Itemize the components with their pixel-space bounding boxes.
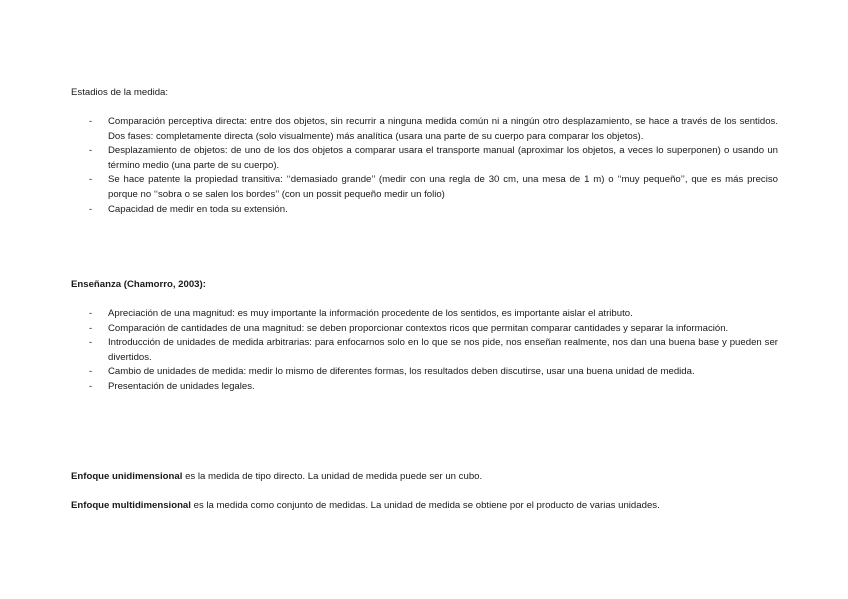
bullet-dash: - [89,145,93,157]
paragraph-multidimensional [71,499,778,514]
term-unidimensional: Enfoque unidimensional [71,471,183,482]
bullet-dash: - [89,308,93,319]
bullet-dash: - [89,337,93,349]
list-item-text: Presentación de unidades legales. [108,380,255,392]
list-item [71,307,778,322]
term-multidimensional: Enfoque multidimensional [71,500,191,511]
bullet-dash: - [89,380,93,392]
list-item [71,115,778,144]
list-item [71,336,778,365]
list-item [71,365,778,380]
list-item [71,173,778,202]
list-item [71,322,778,337]
bullet-dash: - [89,366,93,378]
bullet-dash: - [89,174,93,186]
bullet-dash: - [89,203,93,215]
list-item-text: Se hace patente la propiedad transitiva: ‘‘demasiado grande’’ (medir con una regla de 30 cm, una mesa de 1 m) o ‘‘muy pequeño’’, que es más preciso porque no ‘‘sobra o se salen los bordes’’ (con un possit pequeño medir un folio) [108,174,778,200]
bullet-dash: - [89,116,93,127]
list-item [71,380,778,395]
definition-unidimensional: es la medida de tipo directo. La unidad de medida puede ser un cubo. [182,471,483,482]
paragraph-unidimensional [71,470,778,485]
list-item-text: Cambio de unidades de medida: medir lo mismo de diferentes formas, los resultados deben discutirse, usar una buena unidad de medida. [108,366,695,378]
definition-multidimensional: es la medida como conjunto de medidas. La unidad de medida se obtiene por el producto de varias unidades. [190,500,660,511]
list-item [71,203,778,218]
list-item-text: Desplazamiento de objetos: de uno de los dos objetos a comparar usara el transporte manual (aproximar los objetos, a veces lo superponen) o usando un término medio (una parte de su cuerpo). [108,145,778,171]
list-item-text: Comparación perceptiva directa: entre dos objetos, sin recurrir a ninguna medida común ni a ningún otro desplazamiento, se hace a través de los sentidos. Dos fases: completamente directa (solo visualmente) más analítica (usara una parte de su cuerpo para comparar los objetos). [108,116,778,142]
list-item-text: Comparación de cantidades de una magnitud: se deben proporcionar contextos ricos que permitan comparar cantidades y separar la información. [108,322,729,334]
ensenanza-list [71,307,778,395]
section-title-estadios: Estadios de la medida: [71,87,169,98]
list-item-text: Introducción de unidades de medida arbitrarias: para enfocarnos solo en lo que se nos pide, nos enseñan realmente, nos dan una buena base y pueden ser divertidos. [108,337,778,363]
list-item-text: Capacidad de medir en toda su extensión. [108,203,288,215]
list-item-text: Apreciación de una magnitud: es muy importante la información procedente de los sentidos, es importante aislar el atributo. [108,308,633,319]
section-title-ensenanza: Enseñanza (Chamorro, 2003): [71,279,206,290]
estadios-list [71,115,778,217]
list-item [71,144,778,173]
bullet-dash: - [89,322,93,334]
